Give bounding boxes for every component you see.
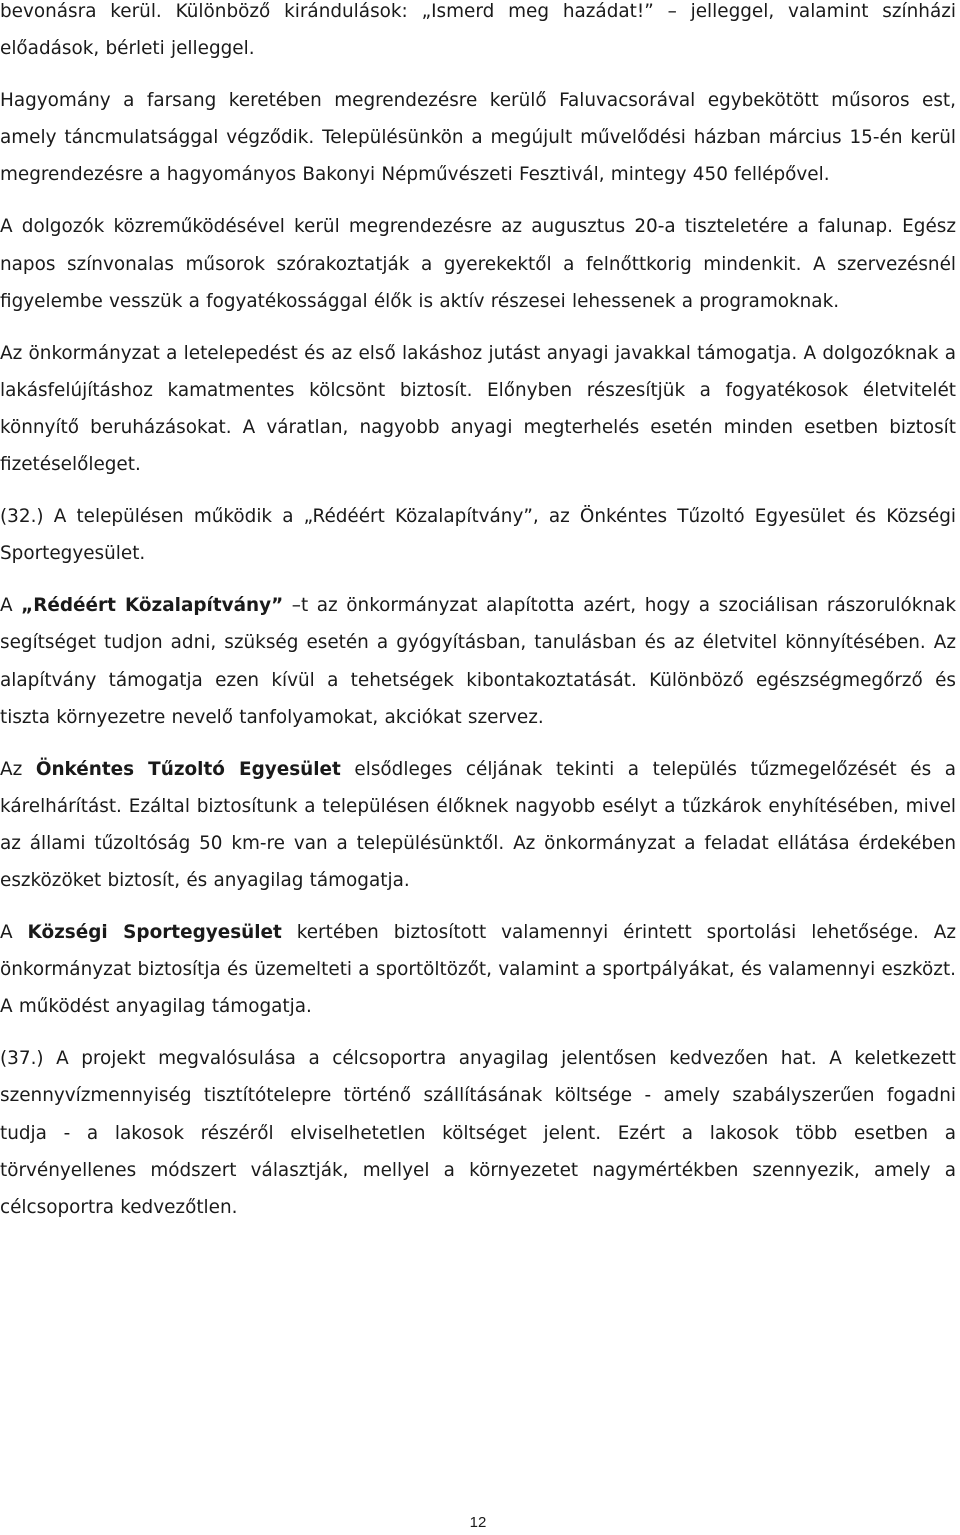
paragraph-sports-club	[0, 914, 956, 1025]
bold-text-run: Községi Sportegyesület	[27, 922, 282, 944]
text-run: (32.) A településen működik a „Rédéért Közalapítvány”, az Önkéntes Tűzoltó Egyesület és Községi Sportegyesület.	[0, 506, 956, 565]
paragraph-project-impact	[0, 1040, 956, 1225]
paragraph-organizations	[0, 498, 956, 572]
text-run: A dolgozók közreműködésével kerül megrendezésre az augusztus 20-a tiszteletére a falunap. Egész napos színvonalas műsorok szórakoztatják a gyerekektől a felnőttkorig mindenkit. A szervezésnél figyelembe vesszük a fogyatékossággal élők is aktív részesei lehessenek a programoknak.	[0, 216, 956, 312]
text-run: elsődleges céljának tekinti a település tűzmegelőzését és a kárelhárítást. Ezáltal biztosítunk a településen élőknek nagyobb esélyt a tűzkárok enyhítésében, mivel az állami tűzoltóság 50 km-re van a településünktől. Az önkormányzat a feladat ellátása érdekében eszközöket biztosít, és anyagilag támogatja.	[0, 758, 956, 891]
page-number: 12	[469, 1514, 487, 1531]
bold-text-run: Önkéntes Tűzoltó Egyesület	[35, 758, 341, 780]
paragraph-fire-brigade	[0, 751, 956, 899]
paragraph-excursions	[0, 0, 956, 67]
text-run: (37.) A projekt megvalósulása a célcsoportra anyagilag jelentősen kedvezően hat. A keletkezett szennyvízmennyiség tisztítótelepre történő szállításának költsége - amely szabályszerűen fogadni tudja - a lakosok részéről elviselhetetlen költséget jelent. Ezért a lakosok több esetben a törvényellenes módszert választják, mellyel a környezetet nagymértékben szennyezik, amely a célcsoportra kedvezőtlen.	[0, 1048, 956, 1218]
paragraph-foundation	[0, 587, 956, 735]
bold-text-run: „Rédéért Közalapítvány”	[21, 595, 284, 617]
paragraph-housing-support	[0, 335, 956, 483]
paragraph-village-day	[0, 208, 956, 319]
text-run: kertében biztosított valamennyi érintett sportolási lehetősége. Az önkormányzat biztosítja és üzemelteti a sportöltözőt, valamint a sportpályákat, és valamennyi eszközt. A működést anyagilag támogatja.	[0, 922, 956, 1018]
text-run: –t az önkormányzat alapította azért, hogy a szociálisan rászorulóknak segítséget tudjon adni, szükség esetén a gyógyításban, tanulásban és az életvitel könnyítésében. Az alapítvány támogatja ezen kívül a tehetségek kibontakoztatását. Különböző egészségmegőrző és tiszta környezetre nevelő tanfolyamokat, akciókat szervez.	[0, 595, 956, 728]
paragraph-carnival-festival	[0, 82, 956, 193]
text-run: bevonásra kerül. Különböző kirándulások: „Ismerd meg hazádat!” – jelleggel, valamint színházi előadások, bérleti jelleggel.	[0, 1, 956, 60]
text-run: A	[0, 922, 28, 944]
text-run: A	[0, 595, 22, 617]
text-run: Hagyomány a farsang keretében megrendezésre kerülő Faluvacsorával egybekötött műsoros est, amely táncmulatsággal végződik. Településünkön a megújult művelődési házban március 15-én kerül megrendezésre a hagyományos Bakonyi Népművészeti Fesztivál, mintegy 450 fellépővel.	[0, 90, 956, 186]
text-run: Az önkormányzat a letelepedést és az első lakáshoz jutást anyagi javakkal támogatja. A dolgozóknak a lakásfelújításhoz kamatmentes kölcsönt biztosít. Előnyben részesítjük a fogyatékosok életvitelét könnyítő beruházásokat. A váratlan, nagyobb anyagi megterhelés esetén minden esetben biztosít fizetéselőleget.	[0, 342, 956, 476]
text-run: Az	[0, 758, 36, 780]
